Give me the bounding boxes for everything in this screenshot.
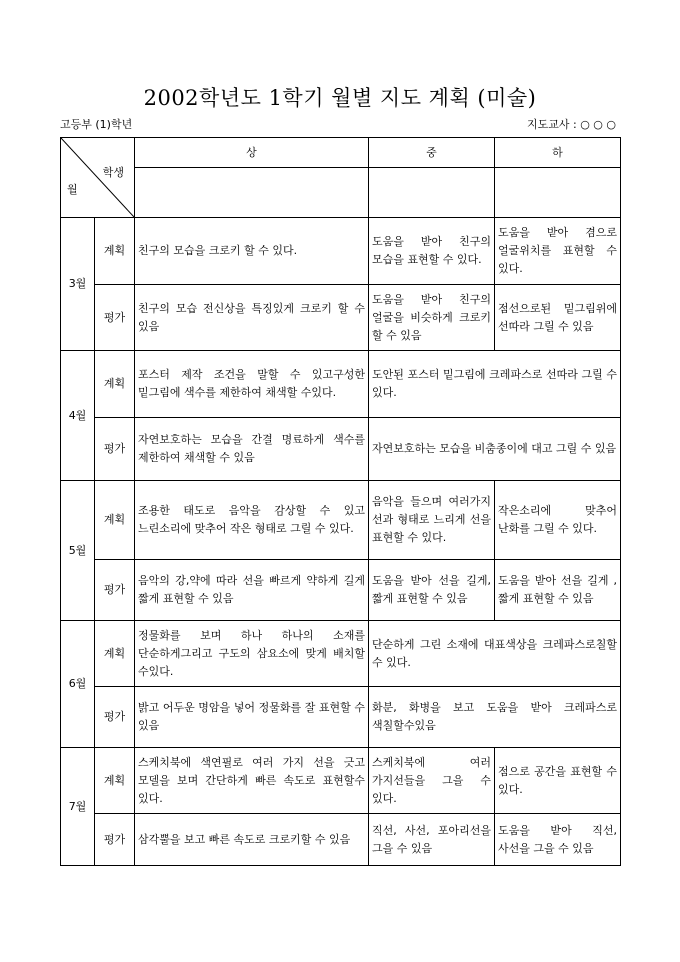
plan-cell-mid-low: 도안된 포스터 밑그림에 크레파스로 선따라 그릴 수 있다. <box>369 351 621 418</box>
eval-cell-low: 점선으로된 밑그림위에 선따라 그릴 수 있음 <box>495 285 621 351</box>
eval-cell-low: 도움을 받아 선을 길게 , 짧게 표현할 수 있음 <box>495 560 621 621</box>
corner-label-student: 학생 <box>102 166 124 179</box>
row-type-cell: 평가 <box>95 687 135 748</box>
plan-cell-mid: 음악을 들으며 여러가지 선과 형태로 느리게 선을 표현할 수 있다. <box>369 481 495 560</box>
eval-cell-mid: 직선, 사선, 포아리선을 그을 수 있음 <box>369 814 495 866</box>
eval-cell-high: 음악의 강,약에 따라 선을 빠르게 약하게 길게 짧게 표현할 수 있음 <box>135 560 369 621</box>
page-title: 2002학년도 1학기 월별 지도 계획 (미술) <box>143 86 537 110</box>
plan-cell-high: 정물화를 보며 하나 하나의 소재를 단순하게그리고 구도의 삼요소에 맞게 배치할 수있다. <box>135 621 369 687</box>
plan-cell-high: 포스터 제작 조건을 말할 수 있고구성한 밑그림에 색수를 제한하여 채색할 수있다. <box>135 351 369 418</box>
row-type-cell: 평가 <box>95 418 135 481</box>
corner-label-month: 월 <box>67 183 78 196</box>
eval-cell-low: 도움을 받아 직선, 사선을 그을 수 있음 <box>495 814 621 866</box>
month-cell: 3월 <box>61 218 95 351</box>
eval-cell-high: 밝고 어두운 명암을 넣어 정물화를 잘 표현할 수 있음 <box>135 687 369 748</box>
header-blank-cell <box>135 168 369 218</box>
table-row <box>61 285 621 351</box>
monthly-plan-table <box>60 137 621 866</box>
row-type-cell: 평가 <box>95 814 135 866</box>
class-label: 고등부 (1)학년 <box>60 118 133 131</box>
month-cell: 7월 <box>61 748 95 866</box>
table-row <box>61 814 621 866</box>
month-cell: 6월 <box>61 621 95 748</box>
table-row <box>61 351 621 418</box>
row-type-cell: 평가 <box>95 285 135 351</box>
header-mid: 중 <box>369 138 495 168</box>
plan-cell-mid: 도움을 받아 친구의 모습을 표현할 수 있다. <box>369 218 495 285</box>
table-row <box>61 218 621 285</box>
row-type-cell: 평가 <box>95 560 135 621</box>
eval-cell-high: 친구의 모습 전신상을 특징있게 크로키 할 수 있음 <box>135 285 369 351</box>
header-low: 하 <box>495 138 621 168</box>
row-type-cell: 계획 <box>95 481 135 560</box>
teacher-label: 지도교사 : ○ ○ ○ <box>527 118 616 131</box>
table-row <box>61 418 621 481</box>
month-cell: 5월 <box>61 481 95 621</box>
plan-cell-low: 점으로 공간을 표현할 수 있다. <box>495 748 621 814</box>
eval-cell-mid: 도움을 받아 선을 길게, 짧게 표현할 수 있음 <box>369 560 495 621</box>
eval-cell-high: 자연보호하는 모습을 간결 명료하게 색수를 제한하여 채색할 수 있음 <box>135 418 369 481</box>
row-type-cell: 계획 <box>95 218 135 285</box>
eval-cell-mid-low: 화분, 화병을 보고 도움을 받아 크레파스로 색칠할수있음 <box>369 687 621 748</box>
header-high: 상 <box>135 138 369 168</box>
plan-cell-mid-low: 단순하게 그린 소재에 대표색상을 크레파스로칠할 수 있다. <box>369 621 621 687</box>
eval-cell-mid-low: 자연보호하는 모습을 비춤종이에 대고 그릴 수 있음 <box>369 418 621 481</box>
table-row <box>61 687 621 748</box>
plan-cell-high: 조용한 태도로 음악을 감상할 수 있고 느린소리에 맞추어 작은 형태로 그릴 수 있다. <box>135 481 369 560</box>
header-blank-cell <box>369 168 495 218</box>
table-row <box>61 748 621 814</box>
plan-cell-low: 작은소리에 맞추어 난화를 그릴 수 있다. <box>495 481 621 560</box>
table-row <box>61 621 621 687</box>
plan-cell-mid: 스케치북에 여러 가지선들을 그을 수 있다. <box>369 748 495 814</box>
corner-header-cell <box>61 138 135 218</box>
eval-cell-mid: 도움을 받아 친구의 얼굴을 비슷하게 크로키 할 수 있음 <box>369 285 495 351</box>
table-row <box>61 560 621 621</box>
row-type-cell: 계획 <box>95 621 135 687</box>
month-cell: 4월 <box>61 351 95 481</box>
plan-cell-high: 스케치북에 색연필로 여러 가지 선을 긋고 모델을 보며 간단하게 빠른 속도로 표현할수 있다. <box>135 748 369 814</box>
plan-cell-high: 친구의 모습을 크로키 할 수 있다. <box>135 218 369 285</box>
table-row <box>61 481 621 560</box>
row-type-cell: 계획 <box>95 748 135 814</box>
plan-cell-low: 도움을 받아 겸으로 얼굴위치를 표현할 수 있다. <box>495 218 621 285</box>
header-blank-cell <box>495 168 621 218</box>
row-type-cell: 계획 <box>95 351 135 418</box>
eval-cell-high: 삼각뿔을 보고 빠른 속도로 크로키할 수 있음 <box>135 814 369 866</box>
